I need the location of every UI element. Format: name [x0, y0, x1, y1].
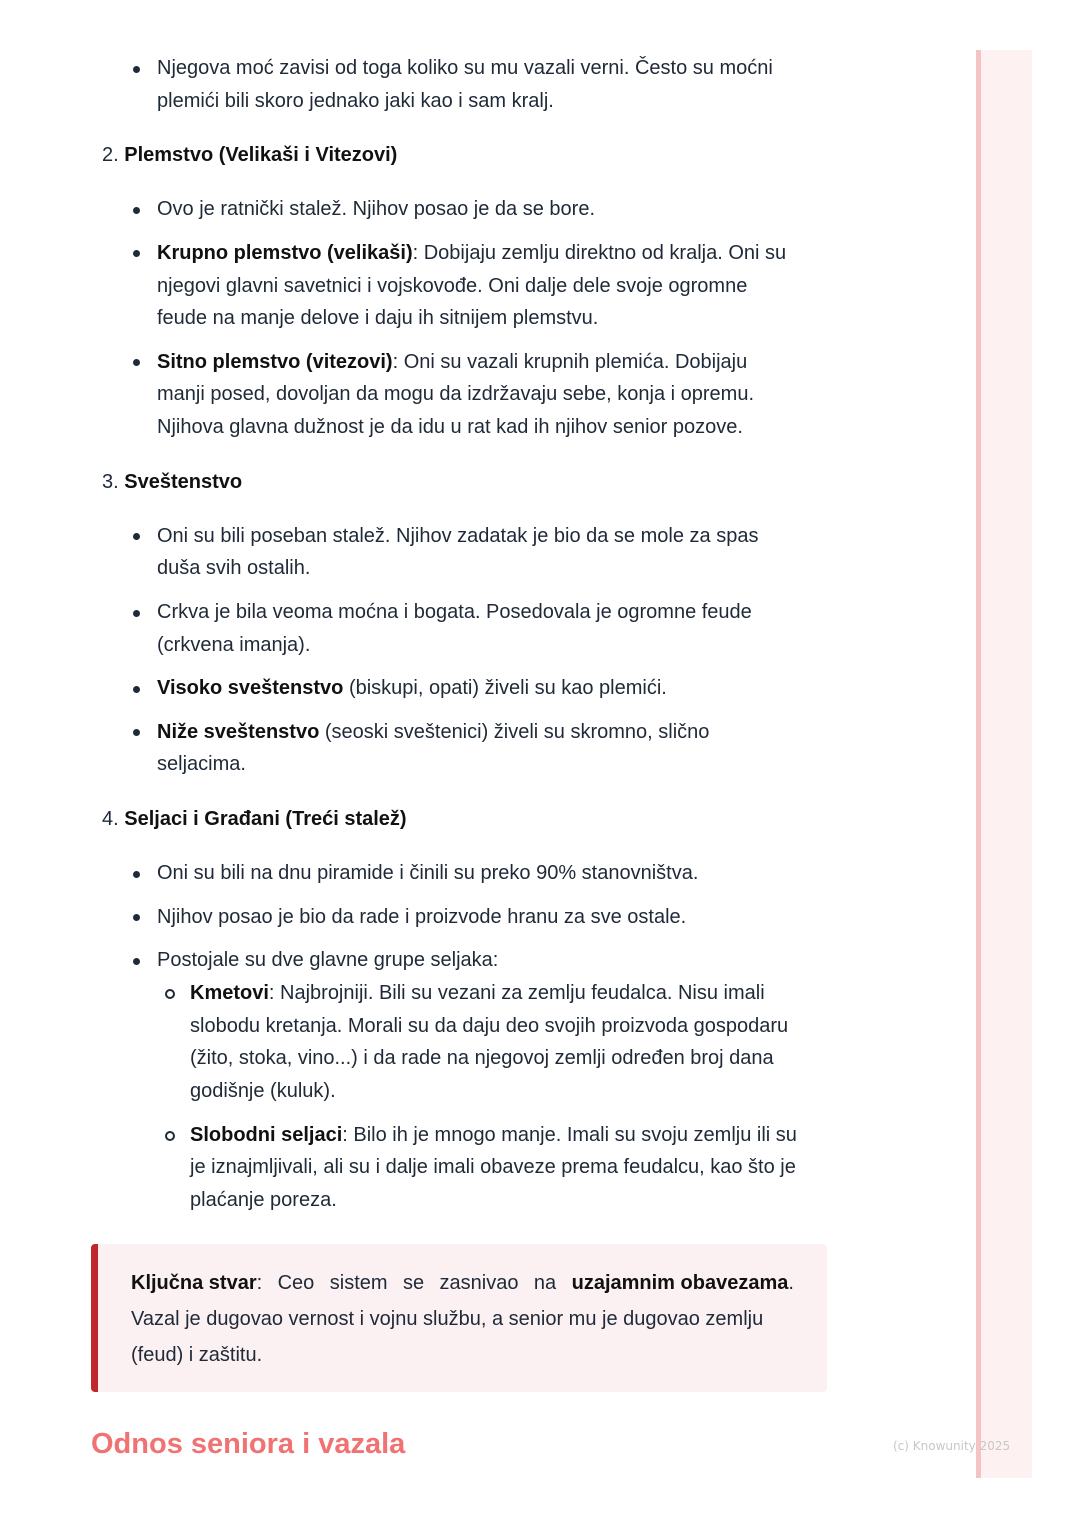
- text-line: [157, 716, 709, 749]
- text-span: : Dobijaju zemlju direktno od kralja. Oni su: [412, 242, 787, 264]
- text-line: Ovo je ratnički stalež. Njihov posao je da se bore.: [157, 198, 595, 220]
- callout-line: (feud) i zaštitu.: [131, 1344, 263, 1366]
- text-line: manji posed, dovoljan da mogu da izdržavaju sebe, konja i opremu.: [157, 383, 755, 405]
- term-bold: Kmetovi: [190, 982, 269, 1004]
- term-bold: Visoko sveštenstvo: [157, 677, 344, 699]
- bullet-dot: [133, 729, 140, 736]
- text-span: : Oni su vazali krupnih plemića. Dobijaju: [392, 351, 748, 373]
- bullet-dot: [133, 250, 140, 257]
- text-span: :: [256, 1272, 263, 1294]
- callout-label: Ključna stvar: [131, 1272, 257, 1294]
- text-span: : Najbrojniji. Bili su vezani za zemlju feudalca. Nisu imali: [268, 982, 765, 1004]
- sub-bullet-circle: [165, 989, 175, 999]
- callout-emphasis: uzajamnim obavezama: [571, 1272, 789, 1294]
- text-line: njegovi glavni savetnici i vojskovođe. Oni dalje dele svoje ogromne: [157, 275, 748, 297]
- text-span: (seoski sveštenici) živeli su skromno, slično: [319, 721, 710, 743]
- bullet-dot: [133, 610, 140, 617]
- text-line: (crkvena imanja).: [157, 634, 311, 656]
- text-line: duša svih ostalih.: [157, 557, 311, 579]
- text-line: Njihova glavna dužnost je da idu u rat kad ih njihov senior pozove.: [157, 416, 743, 438]
- text-line: seljacima.: [157, 753, 246, 775]
- section-heading: [102, 466, 242, 499]
- section-title: Seljaci i Građani (Treći stalež): [124, 808, 407, 830]
- bullet-dot: [133, 359, 140, 366]
- term-bold: Krupno plemstvo (velikaši): [157, 242, 413, 264]
- section-number: 4.: [102, 808, 119, 830]
- side-panel: [976, 50, 1032, 1478]
- text-span: : Bilo ih je mnogo manje. Imali su svoju zemlju ili su: [342, 1124, 797, 1146]
- bullet-dot: [133, 533, 140, 540]
- bullet-dot: [133, 66, 140, 73]
- text-span: .: [788, 1272, 794, 1294]
- text-line: feude na manje delove i daju ih sitnijem plemstvu.: [157, 307, 599, 329]
- callout-line: [131, 1265, 794, 1301]
- text-line: [157, 346, 747, 379]
- text-line: godišnje (kuluk).: [190, 1080, 336, 1102]
- text-span: (biskupi, opati) živeli su kao plemići.: [343, 677, 667, 699]
- text-line: plemići bili skoro jednako jaki kao i sam kralj.: [157, 90, 554, 112]
- section-title: Sveštenstvo: [124, 471, 243, 493]
- text-span: Ceo: [277, 1272, 315, 1294]
- text-line: Postojale su dve glavne grupe seljaka:: [157, 949, 499, 971]
- sub-bullet-circle: [165, 1131, 175, 1141]
- bullet-dot: [133, 958, 140, 965]
- callout-line: Vazal je dugovao vernost i vojnu službu, a senior mu je dugovao zemlju: [131, 1308, 764, 1330]
- bullet-dot: [133, 871, 140, 878]
- text-span: se: [402, 1272, 425, 1294]
- text-span: sistem: [329, 1272, 388, 1294]
- bullet-dot: [133, 207, 140, 214]
- text-line: je iznajmljivali, ali su i dalje imali obaveze prema feudalcu, kao što je: [190, 1156, 796, 1178]
- text-line: (žito, stoka, vino...) i da rade na njegovoj zemlji određen broj dana: [190, 1047, 774, 1069]
- text-line: [190, 977, 765, 1010]
- section-title: Plemstvo (Velikaši i Vitezovi): [124, 144, 398, 166]
- side-stripe: [976, 50, 981, 1478]
- copyright-footer: (c) Knowunity 2025: [893, 1439, 1011, 1453]
- bullet-dot: [133, 686, 140, 693]
- term-bold: Sitno plemstvo (vitezovi): [157, 351, 393, 373]
- text-line: [190, 1119, 797, 1152]
- section-number: 3.: [102, 471, 119, 493]
- term-bold: Slobodni seljaci: [190, 1124, 343, 1146]
- text-line: plaćanje poreza.: [190, 1189, 337, 1211]
- text-line: slobodu kretanja. Morali su da daju deo svojih proizvoda gospodaru: [190, 1015, 789, 1037]
- text-line: Oni su bili na dnu piramide i činili su preko 90% stanovništva.: [157, 862, 699, 884]
- section-number: 2.: [102, 144, 119, 166]
- text-line: [157, 672, 667, 705]
- text-line: Crkva je bila veoma moćna i bogata. Posedovala je ogromne feude: [157, 601, 752, 623]
- text-span: zasnivao: [439, 1272, 519, 1294]
- section-heading-next: Odnos seniora i vazala: [91, 1428, 406, 1460]
- section-heading: [102, 139, 397, 172]
- bullet-dot: [133, 914, 140, 921]
- text-line: Oni su bili poseban stalež. Njihov zadatak je bio da se mole za spas: [157, 525, 759, 547]
- text-span: na: [533, 1272, 557, 1294]
- term-bold: Niže sveštenstvo: [157, 721, 320, 743]
- section-heading: [102, 803, 407, 836]
- text-line: Njihov posao je bio da rade i proizvode hranu za sve ostale.: [157, 906, 687, 928]
- callout-accent-bar: [91, 1244, 98, 1392]
- text-line: [157, 237, 786, 270]
- text-line: Njegova moć zavisi od toga koliko su mu vazali verni. Često su moćni: [157, 57, 773, 79]
